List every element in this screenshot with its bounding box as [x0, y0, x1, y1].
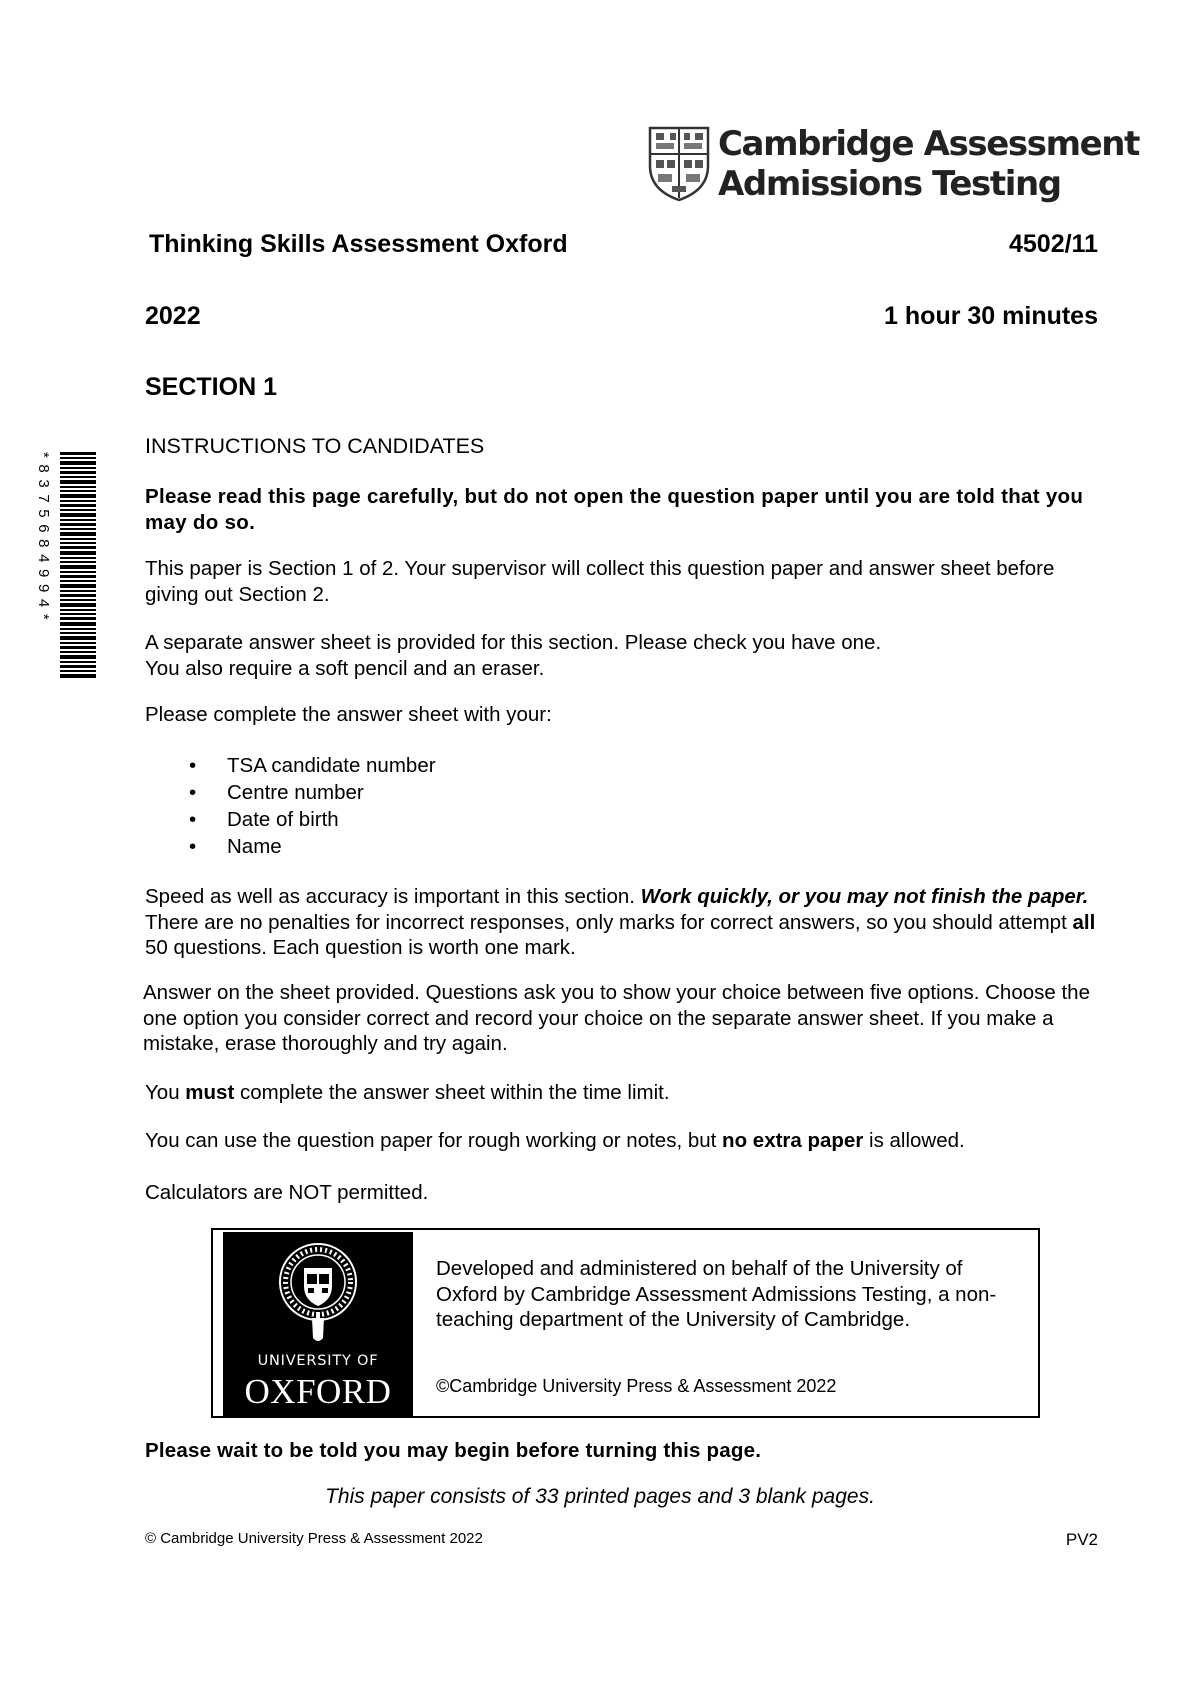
footer-code: PV2 [1065, 1530, 1098, 1549]
exam-duration: 1 hour 30 minutes [884, 302, 1098, 330]
footer-copyright: © Cambridge University Press & Assessment 2022 [145, 1530, 483, 1547]
cambridge-logo [648, 124, 1139, 204]
oxford-box-copyright: ©Cambridge University Press & Assessment 2022 [436, 1376, 837, 1396]
details-list [145, 752, 436, 860]
pages-note: This paper consists of 33 printed pages and 3 blank pages. [325, 1485, 875, 1508]
paper-code: 4502/11 [1009, 230, 1098, 258]
speed-text-a: Speed as well as accuracy is important in this section. [145, 885, 641, 908]
wait-text: Please wait to be told you may begin before turning this page. [145, 1439, 762, 1462]
oxford-wordmark: OXFORD [244, 1372, 392, 1411]
university-of-label: UNIVERSITY OF [257, 1353, 379, 1369]
oxford-logo [223, 1232, 413, 1416]
instructions-heading: INSTRUCTIONS TO CANDIDATES [145, 434, 485, 458]
exam-title: Thinking Skills Assessment Oxford [149, 230, 568, 258]
must-text: You must complete the answer sheet within the time limit. [145, 1081, 670, 1104]
speed-text [145, 884, 1105, 961]
speed-text-c: There are no penalties for incorrect responses, only marks for correct answers, so you should attempt [145, 910, 1073, 934]
warning-text: Please read this page carefully, but do not open the question paper until you are told that you may do so. [145, 485, 1084, 534]
oxford-info-box [211, 1228, 1040, 1418]
speed-text-e: 50 questions. Each question is worth one mark. [145, 936, 576, 959]
list-item: • Name [145, 833, 436, 860]
section-info-text: This paper is Section 1 of 2. Your supervisor will collect this question paper and answer sheet before giving out Section 2. [145, 557, 1055, 606]
speed-all: all [1072, 910, 1096, 934]
rough-work-text: You can use the question paper for rough working or notes, but no extra paper is allowed. [145, 1129, 965, 1152]
answer-sheet-text [145, 630, 1105, 681]
answer-sheet-line: A separate answer sheet is provided for this section. Please check you have one. [145, 631, 882, 654]
oxford-box-text: Developed and administered on behalf of the University of Oxford by Cambridge Assessment Admissions Testing, a non-teaching department of the University of Cambridge. [436, 1257, 997, 1331]
no-extra-paper: no extra paper [722, 1129, 864, 1152]
exam-year: 2022 [145, 302, 201, 330]
brand-line-2: Admissions Testing [718, 164, 1061, 204]
pencil-line: You also require a soft pencil and an eraser. [145, 656, 545, 680]
must-emphasis: must [185, 1081, 235, 1104]
calculators-text: Calculators are NOT permitted. [145, 1181, 429, 1204]
list-item: • Date of birth [145, 806, 436, 833]
oxford-crest-icon [276, 1238, 360, 1350]
answer-instructions-text: Answer on the sheet provided. Questions ask you to show your choice between five options. Choose the one option you consider correct and record your choice on the separate answer sheet. If you make a mistake, erase thoroughly and try again. [143, 981, 1090, 1055]
barcode-number: *8375684994* [35, 452, 52, 627]
list-item: • TSA candidate number [145, 752, 436, 779]
section-heading: SECTION 1 [145, 373, 277, 401]
brand-line-1: Cambridge Assessment [718, 124, 1139, 164]
list-item: • Centre number [145, 779, 436, 806]
complete-intro-text: Please complete the answer sheet with your: [145, 703, 552, 726]
speed-emphasis: Work quickly, or you may not finish the paper. [640, 885, 1089, 908]
cambridge-shield-icon [648, 126, 710, 202]
